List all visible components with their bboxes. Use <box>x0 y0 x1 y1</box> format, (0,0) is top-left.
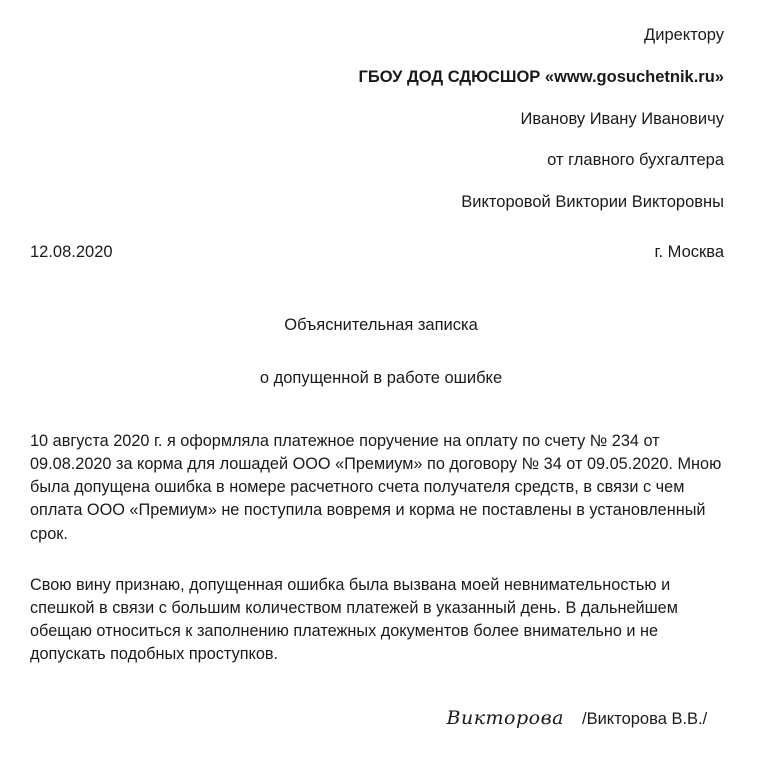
signature-row <box>30 707 732 729</box>
signature-name: /Викторова В.В./ <box>582 710 708 728</box>
document-place: г. Москва <box>654 242 724 261</box>
addressee-line-1: Директору <box>644 26 724 44</box>
handwritten-signature: Викторова <box>446 707 564 729</box>
document-body <box>30 430 732 666</box>
addressee-line-4: от главного бухгалтера <box>547 151 724 170</box>
addressee-block <box>30 26 732 213</box>
title-block <box>30 316 732 388</box>
addressee-line-3: Иванову Ивану Ивановичу <box>520 109 724 128</box>
addressee-line-5: Викторовой Виктории Викторовны <box>461 193 724 212</box>
document-date: 12.08.2020 <box>30 242 113 261</box>
body-paragraph-1: 10 августа 2020 г. я оформляла платежное поручение на оплату по счету № 234 от 09.08.2020 за корма для лошадей ООО «Премиум» по договору № 34 от 09.05.2020. Мною была допущена ошибка в номере расчетного счета получателя средств, в связи с чем оплата ООО «Премиум» не поступила вовремя и корма не поставлены в установленный срок. <box>30 431 722 543</box>
date-place-row <box>30 243 732 262</box>
addressee-line-2: ГБОУ ДОД СДЮСШОР «www.gosuchetnik.ru» <box>358 67 724 86</box>
body-paragraph-2: Свою вину признаю, допущенная ошибка была вызвана моей невнимательностью и спешкой в связи с большим количеством платежей в указанный день. В дальнейшем обещаю относиться к заполнению платежных документов более внимательно и не допускать подобных проступков. <box>30 575 678 664</box>
document-subtitle: о допущенной в работе ошибке <box>259 368 503 387</box>
document-title: Объяснительная записка <box>284 315 478 334</box>
